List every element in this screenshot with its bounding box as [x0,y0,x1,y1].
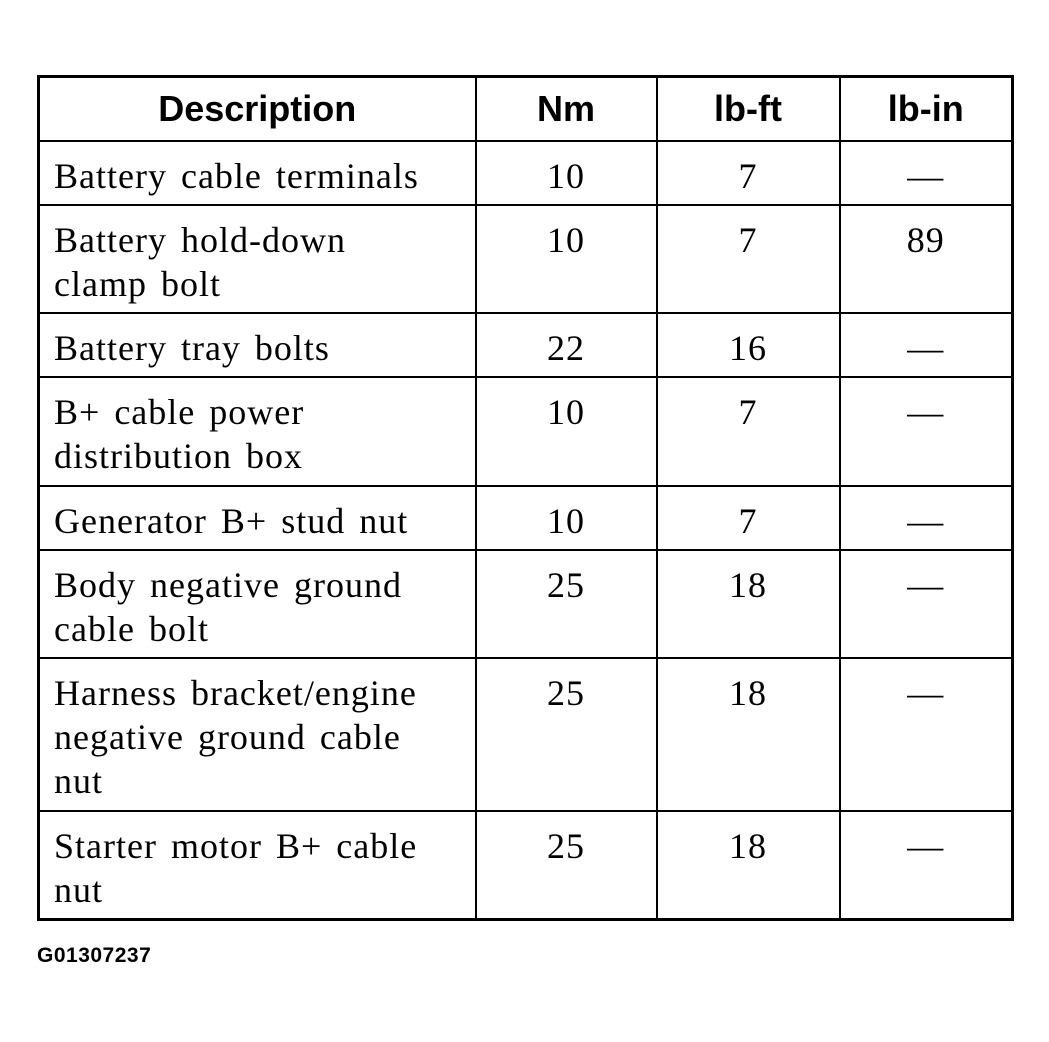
lb-ft-cell: 18 [657,658,840,811]
lb-ft-cell: 16 [657,313,840,377]
table-row [39,313,1013,377]
table-row [39,811,1013,920]
header-description: Description [39,77,476,141]
table-row [39,205,1013,313]
table-row [39,377,1013,485]
description-line: clamp bolt [54,263,221,304]
description-line: Battery cable terminals [54,155,419,196]
nm-cell: 10 [476,141,657,205]
lb-in-cell: — [840,313,1013,377]
nm-cell: 10 [476,486,657,550]
description-cell [39,205,476,313]
lb-in-cell: — [840,486,1013,550]
description-cell [39,377,476,485]
lb-ft-cell: 18 [657,550,840,658]
lb-in-cell: — [840,141,1013,205]
nm-cell: 25 [476,550,657,658]
lb-ft-cell: 7 [657,205,840,313]
table-header-row [39,77,1013,141]
description-cell [39,141,476,205]
nm-cell: 10 [476,377,657,485]
description-line: Body negative ground [54,565,402,606]
nm-cell: 25 [476,658,657,811]
description-cell [39,313,476,377]
lb-in-cell: — [840,658,1013,811]
torque-spec-table [37,75,1014,921]
table-row [39,486,1013,550]
table-row [39,141,1013,205]
description-line: negative ground cable [54,717,401,758]
table-row [39,550,1013,658]
description-cell [39,811,476,920]
lb-ft-cell: 7 [657,141,840,205]
header-lb-ft: lb-ft [657,77,840,141]
lb-in-cell: — [840,377,1013,485]
lb-ft-cell: 7 [657,377,840,485]
description-line: nut [54,870,104,910]
lb-in-cell: — [840,811,1013,920]
lb-in-cell: 89 [840,205,1013,313]
description-line: cable bolt [54,609,209,650]
description-line: B+ cable power [54,392,305,433]
description-cell [39,550,476,658]
lb-ft-cell: 18 [657,811,840,920]
description-cell [39,658,476,811]
nm-cell: 25 [476,811,657,920]
description-line: Generator B+ stud nut [54,500,409,541]
description-line: Harness bracket/engine [54,673,417,714]
header-nm: Nm [476,77,657,141]
description-line: Battery tray bolts [54,328,330,369]
lb-in-cell: — [840,550,1013,658]
description-line: nut [54,761,104,802]
nm-cell: 10 [476,205,657,313]
nm-cell: 22 [476,313,657,377]
description-line: Starter motor B+ cable [54,826,418,866]
description-line: Battery hold-down [54,219,346,260]
lb-ft-cell: 7 [657,486,840,550]
header-lb-in: lb-in [840,77,1013,141]
figure-id-label: G01307237 [37,944,152,967]
table-row [39,658,1013,811]
description-cell [39,486,476,550]
description-line: distribution box [54,436,304,477]
